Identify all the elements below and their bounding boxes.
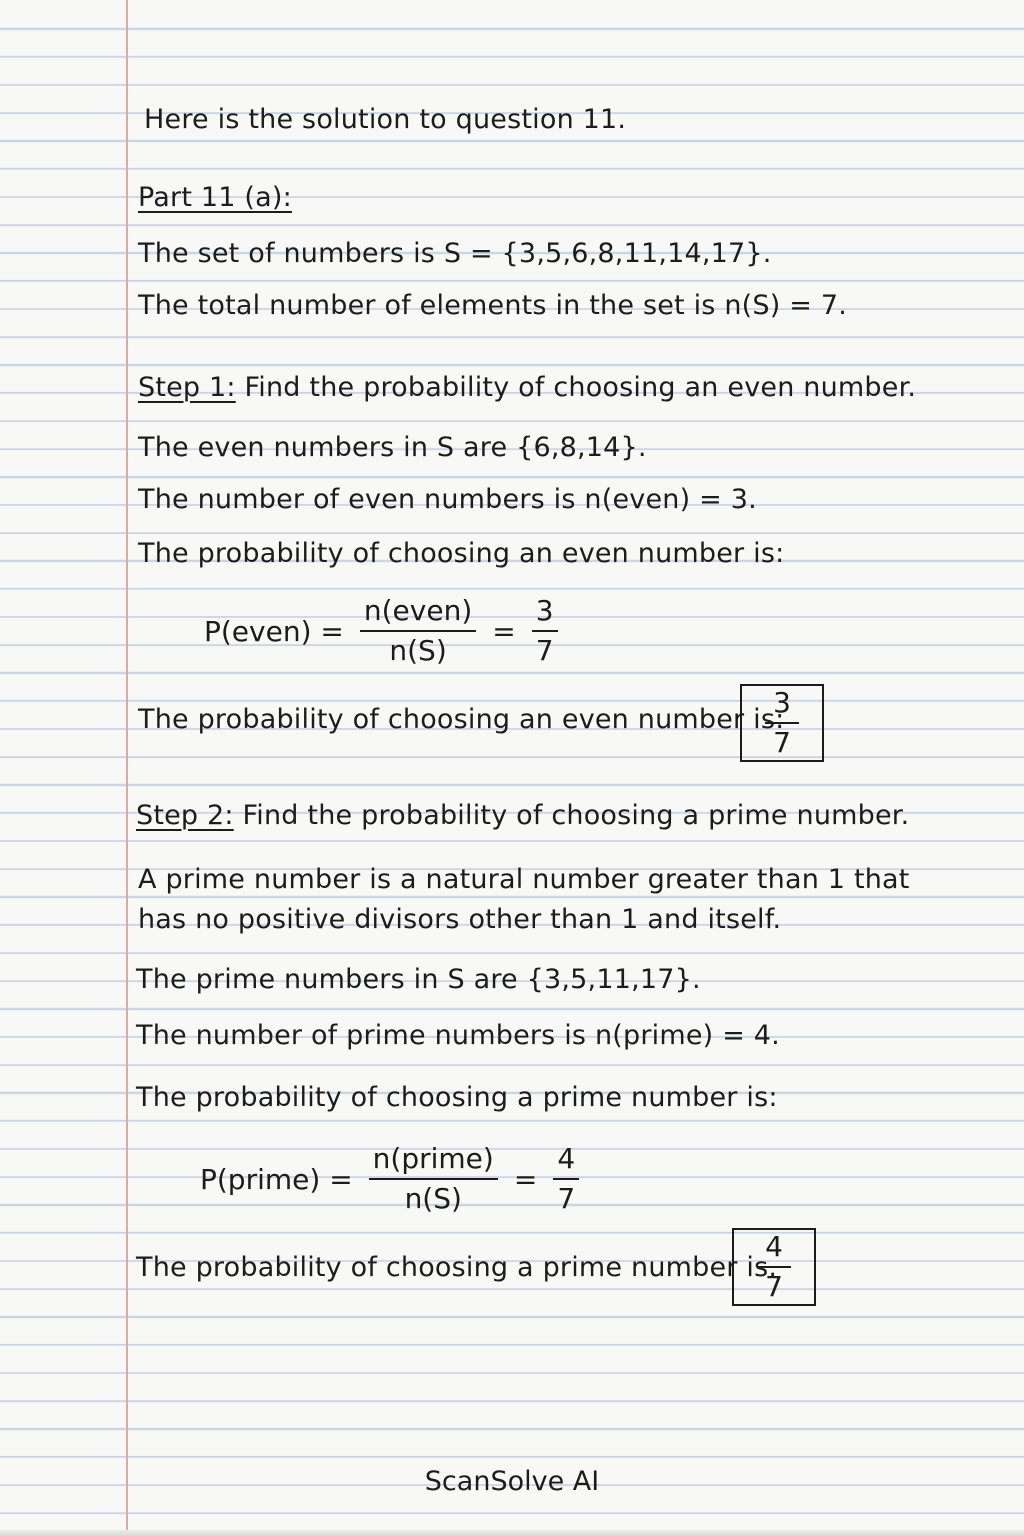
even-eq-result-denominator: 7 [535, 634, 554, 667]
prime-eq-equals: = [513, 1162, 538, 1196]
even-answer-numerator: 3 [765, 686, 799, 724]
even-eq-result [532, 594, 558, 668]
page-bottom-edge [0, 1530, 1024, 1536]
even-eq-equals: = [492, 614, 516, 648]
even-numbers-set: The even numbers in S are {6,8,14}. [138, 432, 647, 463]
even-answer-denominator: 7 [773, 726, 791, 759]
prime-eq-result-denominator: 7 [557, 1182, 576, 1215]
step2-label: Step 2: [136, 800, 234, 831]
prime-eq-result-numerator: 4 [553, 1142, 579, 1180]
set-definition: The set of numbers is S = {3,5,6,8,11,14,17}. [138, 238, 772, 269]
even-eq-denominator: n(S) [389, 634, 447, 667]
prime-definition-line1: A prime number is a natural number greater than 1 that [138, 864, 910, 895]
prime-definition-line2: has no positive divisors other than 1 and itself. [138, 904, 782, 935]
step1-label: Step 1: [138, 372, 236, 403]
prime-eq-denominator: n(S) [404, 1182, 462, 1215]
margin-line [126, 0, 128, 1536]
prime-count: The number of prime numbers is n(prime) = 4. [136, 1020, 780, 1051]
footer-brand: ScanSolve AI [424, 1466, 600, 1497]
step1-heading [138, 372, 916, 403]
prime-eq-result [553, 1142, 579, 1216]
even-answer-fraction [765, 686, 799, 760]
even-eq-numerator: n(even) [360, 594, 476, 632]
prime-answer-box [732, 1228, 816, 1306]
prime-probability-equation [200, 1142, 579, 1216]
prime-eq-numerator: n(prime) [369, 1142, 498, 1180]
prime-answer-fraction [757, 1230, 791, 1304]
even-count: The number of even numbers is n(even) = 3. [138, 484, 757, 515]
even-answer-box [740, 684, 824, 762]
prime-eq-fraction [369, 1142, 498, 1216]
even-eq-fraction [360, 594, 476, 668]
step2-title: Find the probability of choosing a prime number. [233, 800, 910, 831]
prime-answer-denominator: 7 [765, 1270, 783, 1303]
even-probability-intro: The probability of choosing an even number is: [138, 538, 785, 569]
intro-text: Here is the solution to question 11. [144, 104, 627, 135]
even-probability-equation [204, 594, 558, 668]
prime-eq-lhs: P(prime) = [200, 1162, 353, 1196]
prime-answer-numerator: 4 [757, 1230, 791, 1268]
prime-answer-text: The probability of choosing a prime number is. [136, 1252, 778, 1283]
prime-numbers-set: The prime numbers in S are {3,5,11,17}. [136, 964, 701, 995]
prime-probability-intro: The probability of choosing a prime number is: [136, 1082, 778, 1113]
even-eq-lhs: P(even) = [204, 614, 344, 648]
even-eq-result-numerator: 3 [532, 594, 558, 632]
step2-heading [136, 800, 909, 831]
even-answer-text: The probability of choosing an even number is: [138, 704, 785, 735]
total-elements: The total number of elements in the set is n(S) = 7. [138, 290, 848, 321]
part-heading: Part 11 (a): [138, 182, 292, 213]
step1-title: Find the probability of choosing an even number. [235, 372, 917, 403]
